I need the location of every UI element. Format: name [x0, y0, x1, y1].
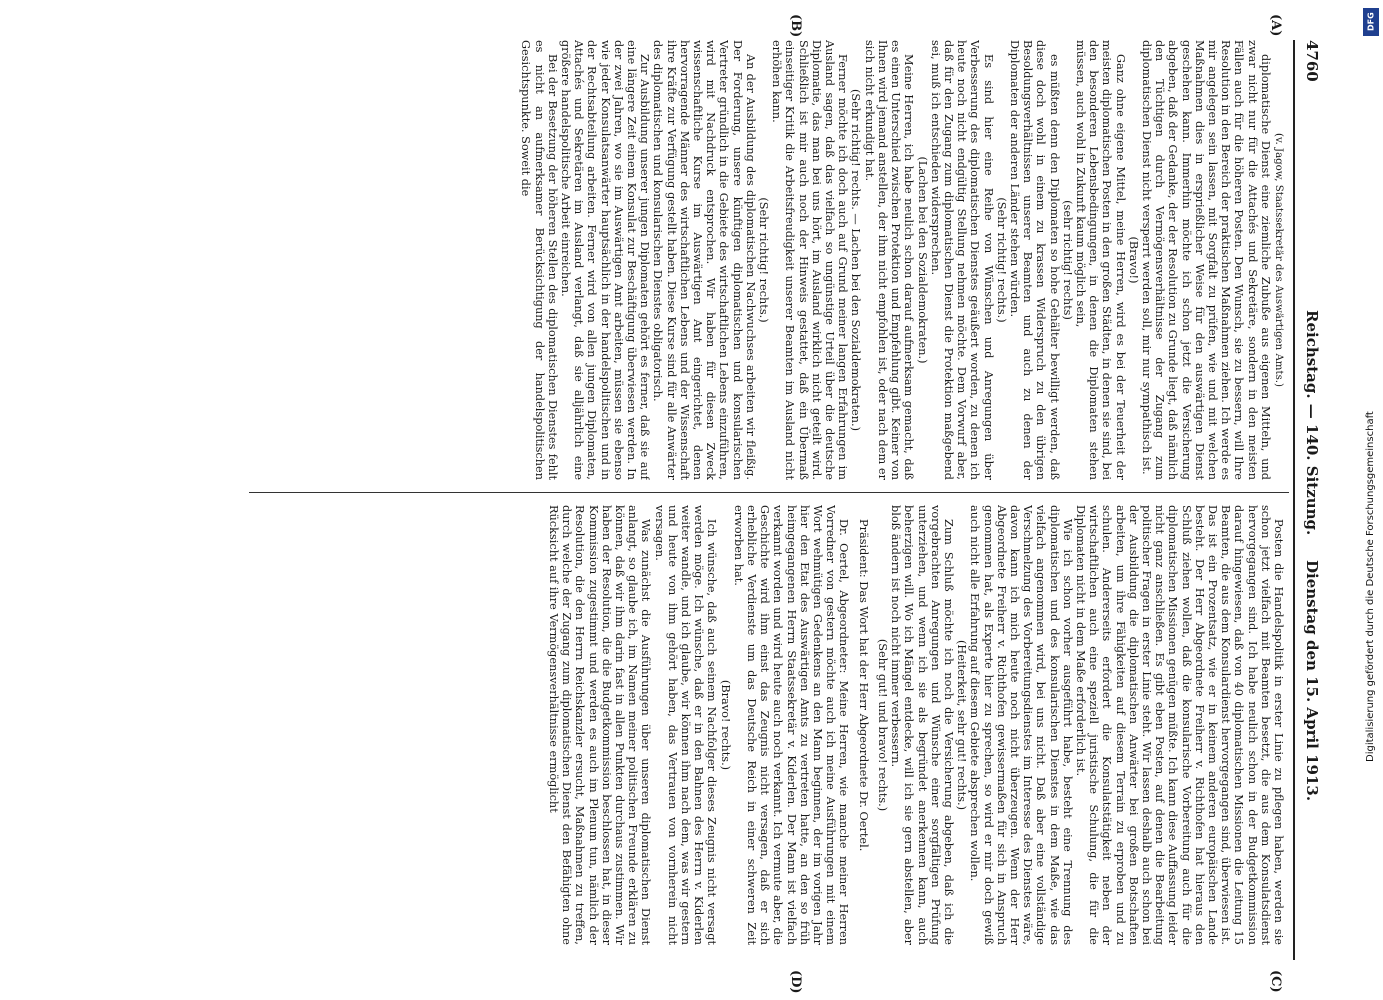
paragraph: Bei der Besetzung der höheren Stellen des diplomatischen Dienstes fehlt es nicht an aufmerksamer Berücksichtigung der handelspolitischen Gesichtspunkte. Soweit die	[519, 40, 559, 480]
paragraph: Es sind hier eine Reihe von Wünschen und Anregungen über Verbesserung des diplomatischen Dienstes geäußert worden, zu denen ich heute noch nicht endgültig Stellung nehmen möchte. Dem Vorwurf aber, daß für den Zugang zum diplomatischen Dienst die Protektion maßgebend sei, muß ich entschieden widersprechen.	[928, 40, 995, 480]
paragraph: Ich wünsche, daß auch seinem Nachfolger dieses Zeugnis nicht versagt werden möge. Ich wünsche, daß er in den Bahnen des Herrn v. Kiderlen weiter wandle, und ich glaube, wir können ihm nach dem, was wir gestern und heute von ihm gehört haben, das Vertrauen von vornherein nicht versagen.	[652, 505, 719, 945]
interjection: (Sehr richtig! rechts. — Lachen bei den Sozialdemokraten.)	[849, 89, 863, 431]
interjection: (Sehr richtig! rechts.)	[994, 197, 1008, 323]
president-statement: Präsident: Das Wort hat der Herr Abgeordnete Dr. Oertel.	[856, 519, 870, 852]
paragraph: Posten die Handelspolitik in erster Linie zu pflegen haben, werden sie schon jetzt vielfach mit Beamten besetzt, die aus dem Konsulatsdienst hervorgegangen sind. Ich habe neulich schon in der Budgetkommission darauf hingewiesen, daß von 40 diplomatischen Missionen die Leitung 15 Beamten, die aus dem Konsulardienst hervorgegangen sind, überwiesen ist. Das ist ein Prozentsatz, wie er in keinem anderen europäischen Lande besteht. Der Herr Abgeordnete Freiherr v. Richthofen hat hieraus den Schluß ziehen wollen, daß die konsularische Vorbereitung auch für die diplomatischen Missionen genügen müßte. Ich kann diese Auffassung leider nicht ganz anschließen. Es gibt eben Posten, auf denen die Bearbeitung politischer Fragen in erster Linie steht. Wir lassen deshalb auch schon bei der Ausbildung die diplomatischen Anwärter bei großen Botschaften arbeiten, um ihre Fähigkeiten auf diesem Terrain zu erproben und zu schulen. Andererseits erfordert die Konsulatstätigkeit neben der wirtschaftlichen auch eine speziell juristische Schulung, die für die Diplomaten nicht in dem Maße erforderlich ist.	[1073, 505, 1285, 945]
left-column	[255, 40, 1285, 480]
digitization-credit: Digitalisierung gefördert durch die Deutsche Forschungsgemeinschaft	[1365, 411, 1376, 762]
header-rule	[1293, 40, 1295, 960]
margin-marker-b: (B)	[788, 14, 803, 38]
paragraph: Ganz ohne eigene Mittel, meine Herren, wird es bei der Teuerheit der meisten diplomatischen Posten in den großen Städten, in denen sie sind, bei den besonderen Lebensbedingungen, in denen die Diplomaten stehen müssen, auch wohl in Zukunft kaum möglich sein,	[1073, 40, 1127, 480]
header-session-title: Reichstag. — 140. Sitzung.	[1303, 310, 1321, 536]
paragraph: Meine Herren, ich habe neulich schon darauf aufmerksam gemacht, daß es einen Unterschied zwischen Protektion und Empfehlung gibt. Keiner von Ihnen wird jemand anstellen, der ihm nicht empfohlen ist, oder nach dem er sich nicht erkundigt hat.	[862, 40, 916, 480]
interjection: (Bravo!)	[1126, 236, 1140, 284]
paragraph: Zur Ausbildung unserer jungen Diplomaten gehört es ferner, daß sie auf eine längere Zeit einem Konsulat zur Beschäftigung überwiesen werden. In der zwei Jahren, wo sie im Auswärtigen Amt arbeiten, müssen sie ebenso wie jeder Konsulatsanwärter hauptsächlich in der handelspolitischen und in der Rechtsabteilung arbeiten. Ferner wird von allen jungen Diplomaten, Attachés und Sekretären im Ausland verlangt, daß sie alljährlich eine größere handelspolitische Arbeit einreichen.	[559, 40, 652, 480]
paragraph: Wie ich schon vorher ausgeführt habe, besteht eine Trennung des diplomatischen und des konsularischen Dienstes in dem Maße, wie das vielfach angenommen wird, bei uns nicht. Daß aber eine vollständige Verschmelzung des Vorbereitungsdienstes im Interesse des Dienstes wäre, davon kann ich mich heute noch nicht überzeugen. Wenn der Herr Abgeordnete Freiherr v. Richthofen gewissermaßen für sich in Anspruch genommen hat, als Experte hier zu sprechen, so wird er mir doch gewiß auch nicht alle Erfahrung auf diesem Gebiete absprechen wollen.	[968, 505, 1074, 945]
interjection: (Sehr gut! und bravo! rechts.)	[875, 638, 889, 812]
page-number: 4760	[1303, 40, 1321, 82]
interjection: (Sehr richtig! rechts.)	[757, 197, 771, 323]
interjection: (sehr richtig! rechts)	[1060, 200, 1074, 320]
speaker-oertel-paragraph: Dr. Oertel, Abgeordneter: Meine Herren, wie manche meiner Herren Vorredner von gestern möchte auch ich meine Ausführungen mit einem Wort wehmütigen Gedenkens an den Mann beginnen, der im vorigen Jahr hier den Etat des Auswärtigen Amts zu vertreten hatte, an den so früh heimgegangenen Herrn Staatssekretär v. Kiderlen. Der Mann ist vielfach verkannt worden und wird heute auch noch verkannt. Ich vermute aber, die Geschichte wird ihm einst das Zeugnis nicht versagen, daß er sich erhebliche Verdienste um das Deutsche Reich in einer schweren Zeit erworben hat.	[731, 505, 851, 945]
interjection: (Lachen bei den Sozialdemokraten.)	[915, 156, 929, 364]
paragraph: An der Ausbildung des diplomatischen Nachwuchses arbeiten wir fleißig. Der Forderung, unsere künftigen diplomatischen und konsularischen Vertreter gründlich in die Gebiete des wirtschaftlichen Lebens einzuführen, wird mit Nachdruck entsprochen. Wir haben für diesen Zweck wissenschaftliche Kurse im Auswärtigen Amt eingerichtet, denen hervorragende Männer des wirtschaftlichen Lebens und der Wissenschaft ihre Kräfte zur Verfügung gestellt haben. Diese Kurse sind für alle Anwärter des diplomatischen und konsularischen Dienstes obligatorisch.	[651, 40, 757, 480]
interjection: (Heiterkeit, sehr gut! rechts.)	[955, 640, 969, 810]
interjection: (Bravo! rechts.)	[718, 679, 732, 771]
paragraph: es müßten denn den Diplomaten so hohe Gehälter bewilligt werden, daß diese doch wohl in einem zu krassen Widerspruch zu den übrigen Besoldungsverhältnissen unserer Beamten und auch zu denen der Diplomaten der anderen Länder stehen würden.	[1007, 40, 1061, 480]
margin-marker-a: (A)	[1268, 14, 1283, 37]
page-body	[63, 14, 1363, 994]
paragraph: Zum Schluß möchte ich noch die Versicherung abgeben, daß ich die vorgebrachten Anregungen und Wünsche einer sorgfältigen Prüfung unterziehen, und wenn ich sie als begründet anerkennen kann, auch beherzigen will. Wo ich Mängel entdecke, will ich sie gern abstellen, aber bloß ändern ist noch nicht immer verbessern.	[889, 505, 955, 945]
page-header	[1297, 40, 1325, 960]
speaker-head: (v. Jagow, Staatssekretär des Auswärtigen Amts.)	[1273, 132, 1284, 388]
header-date: Dienstag den 15. April 1913.	[1303, 560, 1321, 802]
margin-marker-c: (C)	[1268, 970, 1283, 993]
paragraph: diplomatische Dienst eine ziemliche Zubuße aus eigenen Mitteln, und zwar nicht nur für die Attachés und Sekretäre, sondern in den meisten Fällen auch für die höheren Posten. Den Wunsch, sie zu bessern, will Ihre Resolution in den Bereich der praktischen Maßnahmen ziehen. Ich werde es mir angelegen sein lassen, mit Sorgfalt zu prüfen, wie und mit welchen Maßnahmen dies in ersprießlicher Weise für den auswärtigen Dienst geschehen kann. Immerhin möchte ich schon jetzt die Versicherung abgeben, daß der Gedanke, der der Resolution zu Grunde liegt, daß nämlich den Tüchtigen durch Vermögensverhältnisse der Zugang zum diplomatischen Dienst nicht versperrt werden soll, mir nur sympathisch ist.	[1139, 40, 1272, 480]
dfg-logo: DFG	[1363, 8, 1379, 36]
attribution-strip	[1361, 8, 1381, 998]
paragraph: Ferner möchte ich doch auch auf Grund meiner langen Erfahrungen im Ausland sagen, daß das vielfach so ungünstige Urteil über die deutsche Diplomatie, das man bei uns hört, im Ausland wirklich nicht geteilt wird. Schließlich ist mir auch noch der Hinweis gestattet, daß ein Übermaß einseitiger Kritik die Arbeitsfreudigkeit unserer Beamten im Ausland nicht erhöhen kann.	[770, 40, 850, 480]
margin-marker-d: (D)	[788, 970, 803, 994]
right-column	[255, 505, 1285, 945]
column-divider	[249, 492, 1289, 493]
paragraph: Was zunächst die Ausführungen über unseren diplomatischen Dienst anlangt, so glaube ich, im Namen meiner politischen Freunde erklären zu können, daß wir ihm darin fast in allen Punkten durchaus zustimmen. Wir haben der Resolution, die die Budgetkommission beschlossen hat, in dieser Kommission zugestimmt und werden es auch im Plenum tun, nämlich der Resolution, die den Herrn Reichskanzler ersucht, Maßnahmen zu treffen, durch welche der Zugang zum diplomatischen Dienst den Befähigten ohne Rücksicht auf ihre Vermögensverhältnisse ermöglicht	[547, 505, 653, 945]
